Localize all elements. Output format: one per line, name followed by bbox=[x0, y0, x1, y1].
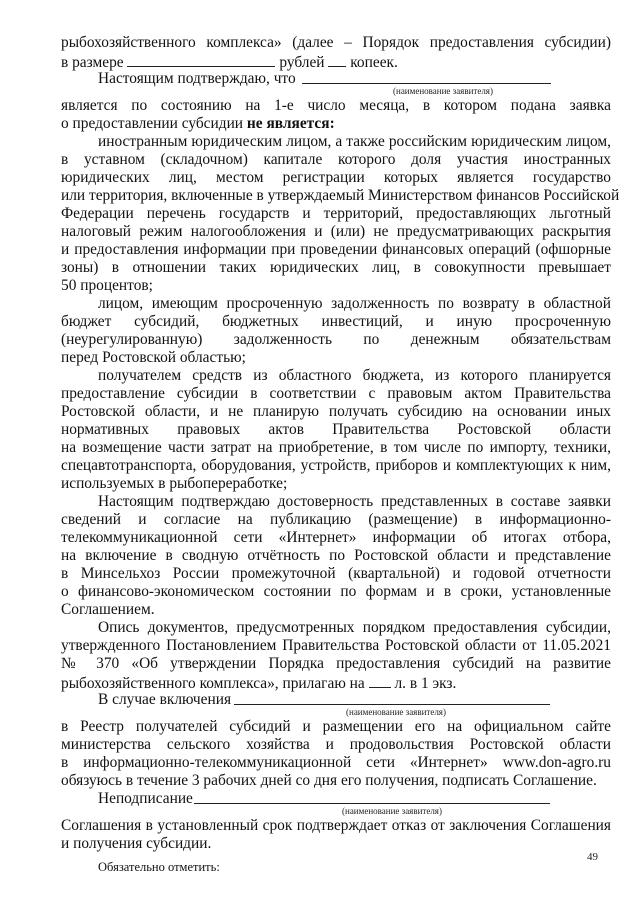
text-line: в Минсельхоз России промежуточной (квартальной) и годовой отчетности bbox=[61, 565, 611, 582]
page-number: 49 bbox=[587, 851, 598, 863]
text-line: и получения субсидии. bbox=[61, 835, 212, 852]
text-line: и предоставления информации при проведении финансовых операций (офшорные bbox=[61, 241, 611, 258]
text-line: в информационно-телекоммуникационной сети «Интернет» www.don-agro.ru bbox=[61, 754, 611, 771]
text-line: 50 процентов; bbox=[61, 277, 153, 294]
text-line: Федерации перечень государств и территорий, предоставляющих льготный bbox=[61, 205, 611, 222]
confirm-line bbox=[98, 70, 611, 88]
text-line: телекоммуникационной сети «Интернет» информации об итогах отбора, bbox=[61, 529, 611, 546]
text-line: (неурегулированную) задолженность по денежным обязательствам bbox=[61, 331, 611, 348]
request-line-prefix: о предоставлении субсидии bbox=[61, 115, 244, 132]
request-line-bold: не является: bbox=[246, 115, 335, 132]
text-line: иностранным юридическим лицом, а также российским юридическим лицом, bbox=[98, 133, 611, 150]
text-line: Ростовской области, и не планирую получать субсидию на основании иных bbox=[61, 403, 611, 420]
text-line: о финансово-экономическом состоянии по формам и в сроки, установленные bbox=[61, 583, 611, 600]
text-line: юридических лиц, местом регистрации которых является государство bbox=[61, 169, 611, 186]
confirm-label: Настоящим подтверждаю, что bbox=[98, 70, 296, 87]
applicant-caption-3: (наименование заявителя) bbox=[342, 806, 442, 816]
applicant-name-blank bbox=[302, 83, 551, 84]
text-line: Соглашения в установленный срок подтверждает отказ от заключения Соглашения bbox=[61, 817, 611, 834]
unsigned-label: Неподписание bbox=[98, 790, 193, 807]
text-line: в Реестр получателей субсидий и размещении его на официальном сайте bbox=[61, 718, 611, 735]
attach-line-prefix: рыбохозяйственного комплекса», прилагаю на bbox=[61, 675, 365, 692]
text-line: спецавтотранспорта, оборудования, устройств, приборов и комплектующих к ним, bbox=[61, 457, 611, 474]
text-line: на возмещение части затрат на приобретение, в том числе по импорту, техники, bbox=[61, 439, 611, 456]
amount-line bbox=[61, 52, 611, 72]
text-line: является по состоянию на 1-е число месяца, в котором подана заявка bbox=[61, 97, 611, 114]
text-line: перед Ростовской областью; bbox=[61, 349, 246, 366]
inclusion-label: В случае включения bbox=[98, 691, 232, 708]
text-line: Опись документов, предусмотренных порядком предоставления субсидии, bbox=[98, 619, 611, 636]
request-line bbox=[61, 115, 611, 133]
text-line: министерства сельского хозяйства и продовольствия Ростовской области bbox=[61, 736, 611, 753]
amount-rubles-blank bbox=[127, 52, 275, 67]
text-line: Соглашением. bbox=[61, 601, 155, 618]
text-line: обязуюсь в течение 3 рабочих дней со дня его получения, подписать Соглашение. bbox=[61, 772, 597, 789]
applicant-name-blank-2 bbox=[234, 704, 550, 705]
text-line: нормативных правовых актов Правительства Ростовской области bbox=[61, 421, 611, 438]
attach-line bbox=[61, 673, 611, 693]
text-line: налоговый режим налогообложения и (или) не предусматривающих раскрытия bbox=[61, 223, 611, 240]
attach-line-suffix: л. в 1 экз. bbox=[394, 675, 457, 692]
text-line: предоставление субсидии в соответствии с правовым актом Правительства bbox=[61, 385, 611, 402]
text-line: зоны) в отношении таких юридических лиц, в совокупности превышает bbox=[61, 259, 611, 276]
text-line: в уставном (складочном) капитале которого доля участия иностранных bbox=[61, 151, 611, 168]
applicant-caption-2: (наименование заявителя) bbox=[346, 707, 446, 717]
text-line: на включение в сводную отчётность по Ростовской области и представление bbox=[61, 547, 611, 564]
text-line: утвержденного Постановлением Правительства Ростовской области от 11.05.2021 bbox=[61, 637, 611, 654]
amount-rubles-label: рублей bbox=[279, 54, 325, 71]
text-line: № 370 «Об утверждении Порядка предоставления субсидий на развитие bbox=[61, 655, 611, 672]
text-line: используемых в рыбопереработке; bbox=[61, 475, 288, 492]
text-line: лицом, имеющим просроченную задолженность по возврату в областной bbox=[98, 295, 611, 312]
text-line: бюджет субсидий, бюджетных инвестиций, и иную просроченную bbox=[61, 313, 611, 330]
text-line: или территория, включенные в утверждаемый Министерством финансов Российской bbox=[61, 187, 620, 204]
amount-kopecks-label: копеек. bbox=[350, 54, 398, 71]
amount-kopecks-blank bbox=[328, 52, 346, 67]
applicant-caption: (наименование заявителя) bbox=[393, 86, 493, 96]
text-line: сведений и согласие на публикацию (размещение) в информационно- bbox=[61, 511, 611, 528]
text-line: Настоящим подтверждаю достоверность представленных в составе заявки bbox=[98, 493, 611, 510]
text-line: рыбохозяйственного комплекса» (далее – Порядок предоставления субсидии) bbox=[61, 34, 611, 51]
text-line: получателем средств из областного бюджета, из которого планируется bbox=[98, 367, 611, 384]
amount-prefix: в размере bbox=[61, 54, 124, 71]
applicant-name-blank-3 bbox=[194, 803, 550, 804]
note-line: Обязательно отметить: bbox=[98, 860, 220, 874]
attach-sheets-blank bbox=[369, 673, 391, 688]
